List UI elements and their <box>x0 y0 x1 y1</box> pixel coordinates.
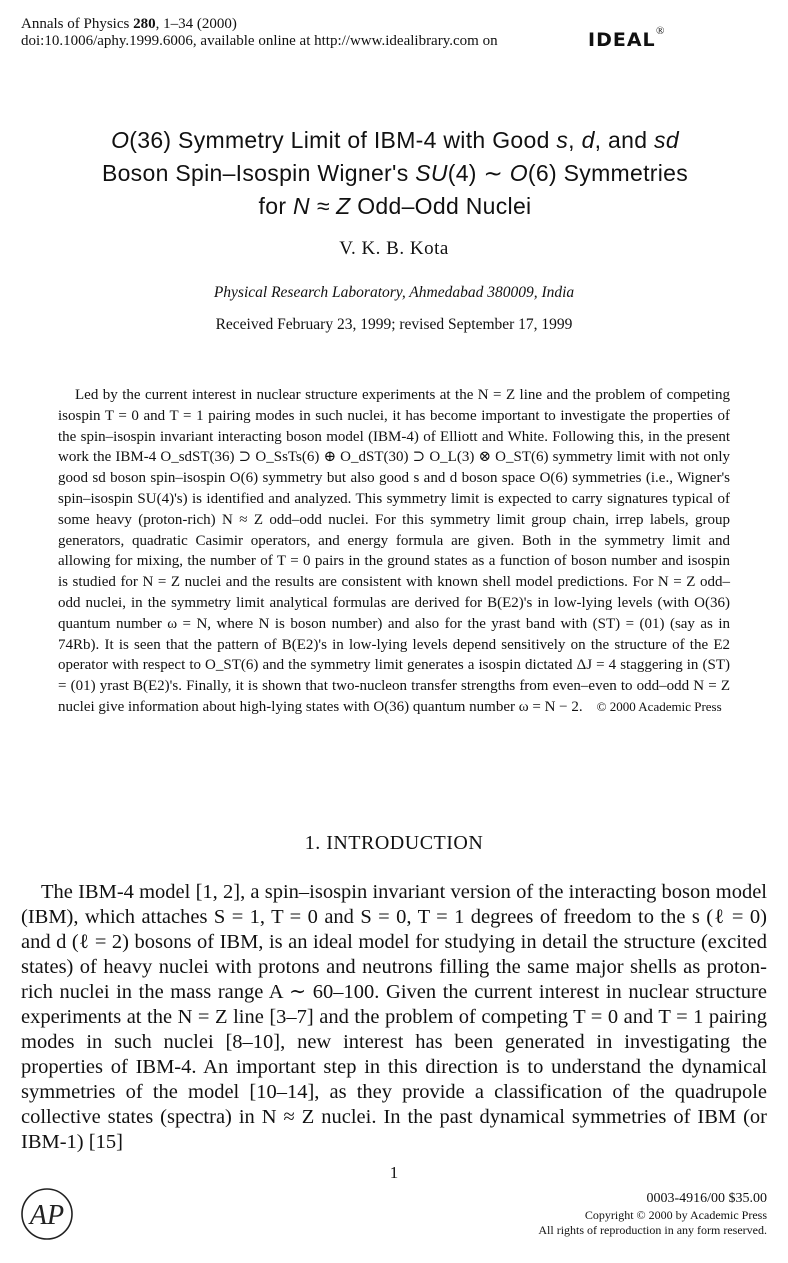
paper-title <box>40 124 750 223</box>
institution: Physical Research Laboratory <box>213 284 402 301</box>
academic-press-logo <box>20 1187 74 1241</box>
received-dates: Received February 23, 1999; revised September 17, 1999 <box>215 316 573 333</box>
abstract <box>58 385 730 718</box>
doi-line: doi:10.1006/aphy.1999.6006, available online at http://www.idealibrary.com on <box>21 33 498 49</box>
volume-number: 280 <box>133 16 156 32</box>
title-line-1: O(36) Symmetry Limit of IBM-4 with Good s, d, and sd <box>111 127 679 153</box>
ideal-logo <box>588 25 668 57</box>
location: , Ahmedabad 380009, India <box>401 284 575 301</box>
section-heading: 1. INTRODUCTION <box>304 832 484 854</box>
ap-logo-letters: AP <box>29 1200 65 1231</box>
affiliation <box>0 284 788 302</box>
title-line-2: Boson Spin–Isospin Wigner's SU(4) ∼ O(6) Symmetries <box>101 160 689 186</box>
intro-paragraph: The IBM-4 model [1, 2], a spin–isospin invariant version of the interacting boson model (IBM), which attaches S = 1, T = 0 and S = 0, T = 1 degrees of freedom to the s (ℓ = 0) and d (ℓ = 2) bosons of IBM, is an ideal model for studying in detail the structure (excited states) of heavy nuclei with protons and neutrons filling the same major shells as proton-rich nuclei in the mass range A ∼ 60–100. Given the current interest in nuclear structure experiments at the N = Z line [3–7] and the problem of competing T = 0 and T = 1 pairing modes in such nuclei [8–10], new interest has been generated in investigating the properties of IBM-4. An important step in this direction is to understand the dynamical symmetries of the model [10–14], as they provide a classification of the quadrupole collective states (spectra) in N ≈ Z nuclei. In the past dynamical symmetries of IBM (or IBM-1) [15] <box>21 881 767 1153</box>
title-line-3: for N ≈ Z Odd–Odd Nuclei <box>258 193 532 219</box>
ideal-logo-text: IDEAL <box>588 29 656 51</box>
journal-name: Annals of Physics <box>21 16 130 32</box>
footer-copyright: Copyright © 2000 by Academic Press <box>584 1208 767 1222</box>
abstract-copyright: © 2000 Academic Press <box>596 698 722 714</box>
abstract-text: Led by the current interest in nuclear structure experiments at the N = Z line and the problem of competing isospin T = 0 and T = 1 pairing modes in such nuclei, it has become important to investigate the properties of the spin–isospin invariant interacting boson model (IBM-4) of Elliott and White. Following this, in the present work the IBM-4 O_sdST(36) ⊃ O_SsTs(6) ⊕ O_dST(30) ⊃ O_L(3) ⊗ O_ST(6) symmetry limit with not only good sd boson spin–isospin O(6) symmetry but also good s and d boson space O(6) symmetries (i.e., Wigner's spin–isospin SU(4)'s) is identified and analyzed. This symmetry limit is expected to carry signatures typical of some heavy (proton-rich) N ≈ Z odd–odd nuclei. For this symmetry limit group chain, irrep labels, group generators, quadratic Casimir operators, and energy formula are given. Both in the symmetry limit and allowing for mixing, the number of T = 0 pairs in the ground states as a function of boson number and isospin is studied for N = Z nuclei and the results are consistent with known shell model predictions. For N = Z odd–odd nuclei, in the symmetry limit analytical formulas are derived for B(E2)'s in low-lying levels (with O(36) quantum number ω = N, where N is boson number) and also for the yrast band with (ST) = (01) (say as in 74Rb). It is seen that the pattern of B(E2)'s in low-lying levels depend sensitively on the structure of the E2 operator with respect to O_ST(6) and the symmetry limit generates a isospin dictated ΔJ = 4 staggering in (ST) = (01) yrast B(E2)'s. Finally, it is shown that two-nucleon transfer strengths from even–even to odd–odd N = Z nuclei give information about high-lying states with O(36) quantum number ω = N − 2. <box>58 387 730 715</box>
footer <box>538 1190 767 1238</box>
ap-logo-mark <box>20 1187 74 1241</box>
footer-rights: All rights of reproduction in any form reserved. <box>538 1223 767 1237</box>
page-number: 1 <box>389 1163 399 1182</box>
author-name: V. K. B. Kota <box>339 238 449 259</box>
issn-price: 0003-4916/00 $35.00 <box>646 1191 767 1206</box>
pages-year: , 1–34 (2000) <box>155 16 237 32</box>
registered-mark: ® <box>656 25 665 37</box>
